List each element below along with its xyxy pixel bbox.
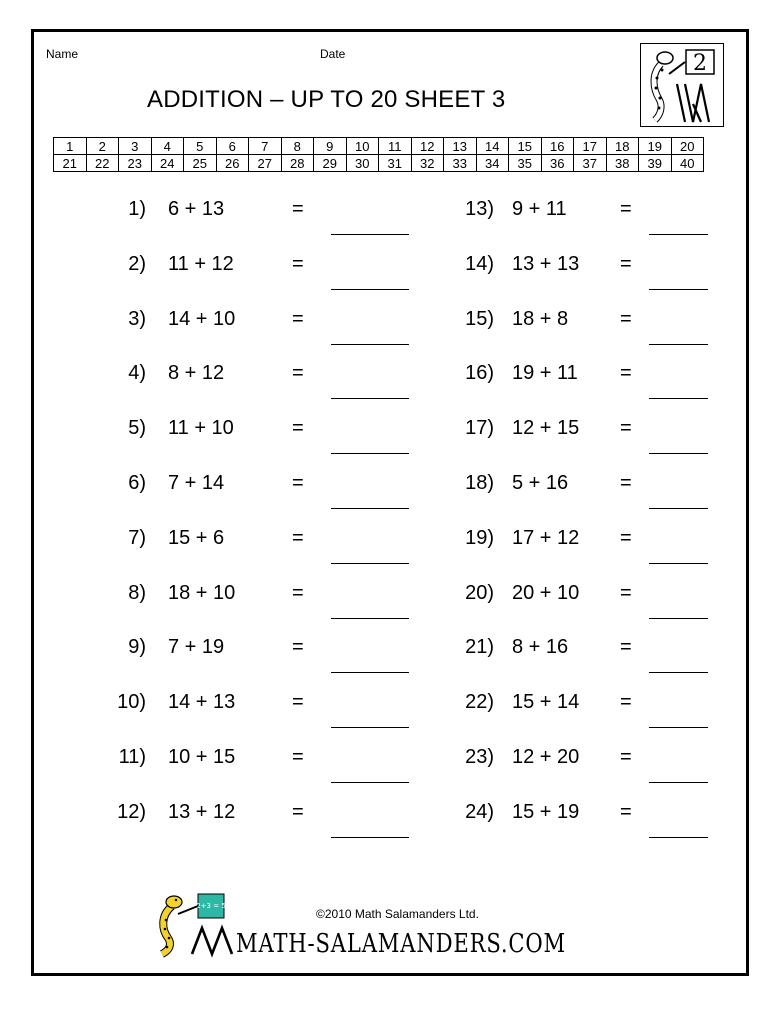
number-line-row (54, 155, 704, 172)
problem-expression: 14 + 13 (168, 691, 236, 714)
equals-sign: = (292, 472, 304, 494)
problem-number: 7) (128, 526, 146, 549)
number-cell: 24 (151, 155, 184, 172)
problem-number: 4) (128, 362, 146, 385)
number-cell: 5 (184, 138, 217, 155)
salamander-logo-icon (641, 44, 722, 125)
page-title: ADDITION – UP TO 20 SHEET 3 (147, 86, 506, 113)
problem-expression: 18 + 10 (168, 581, 236, 604)
equals-sign: = (620, 636, 632, 659)
number-cell: 36 (541, 155, 574, 172)
number-cell: 15 (509, 138, 542, 155)
answer-line[interactable] (331, 508, 409, 509)
answer-line[interactable] (331, 782, 409, 783)
answer-line[interactable] (649, 837, 708, 838)
answer-line[interactable] (331, 398, 409, 399)
board-text: 2+3 = 5 (196, 902, 226, 910)
problem-expression: 11 + 10 (168, 417, 234, 440)
answer-line[interactable] (649, 563, 708, 564)
answer-line[interactable] (331, 563, 409, 564)
name-label: Name (46, 47, 79, 61)
number-cell: 32 (411, 155, 444, 172)
problem-expression: 12 + 15 (512, 417, 580, 440)
equals-sign: = (620, 691, 632, 714)
problem-expression: 6 + 13 (168, 198, 225, 220)
number-cell: 27 (249, 155, 282, 172)
equals-sign: = (292, 252, 304, 275)
number-cell: 14 (476, 138, 509, 155)
number-cell: 9 (314, 138, 347, 155)
problem-expression: 12 + 20 (512, 746, 580, 768)
equals-sign: = (620, 581, 632, 604)
answer-line[interactable] (649, 672, 708, 673)
number-cell: 26 (216, 155, 249, 172)
problem-number: 24) (465, 800, 494, 823)
problem-number: 3) (128, 307, 146, 330)
number-cell: 31 (379, 155, 412, 172)
equals-sign: = (620, 198, 632, 220)
problem-expression: 19 + 11 (512, 362, 578, 385)
number-cell: 37 (574, 155, 607, 172)
logo-number: 2 (693, 51, 707, 76)
number-cell: 10 (346, 138, 379, 155)
answer-line[interactable] (331, 344, 409, 345)
date-label: Date (320, 47, 346, 61)
number-cell: 21 (54, 155, 87, 172)
number-cell: 7 (249, 138, 282, 155)
number-cell: 28 (281, 155, 314, 172)
number-line-row (54, 138, 704, 155)
problem-number: 20) (465, 581, 494, 604)
equals-sign: = (292, 800, 304, 823)
problem-expression: 15 + 14 (512, 691, 580, 714)
number-cell: 11 (379, 138, 412, 155)
number-cell: 40 (671, 155, 704, 172)
problem-number: 22) (465, 691, 494, 714)
number-cell: 13 (444, 138, 477, 155)
problem-expression: 7 + 14 (168, 472, 225, 494)
problem-expression: 15 + 6 (168, 526, 225, 549)
problem-expression: 10 + 15 (168, 746, 236, 768)
answer-line[interactable] (649, 453, 708, 454)
number-cell: 38 (606, 155, 639, 172)
problem-number: 16) (465, 362, 494, 385)
answer-line[interactable] (331, 453, 409, 454)
answer-line[interactable] (331, 289, 409, 290)
answer-line[interactable] (649, 782, 708, 783)
equals-sign: = (292, 691, 304, 714)
equals-sign: = (620, 307, 632, 330)
problem-number: 17) (465, 417, 494, 440)
problem-expression: 18 + 8 (512, 307, 569, 330)
copyright-text: ©2010 Math Salamanders Ltd. (316, 907, 479, 921)
number-cell: 20 (671, 138, 704, 155)
answer-line[interactable] (331, 672, 409, 673)
number-cell: 12 (411, 138, 444, 155)
answer-line[interactable] (331, 234, 409, 235)
number-cell: 30 (346, 155, 379, 172)
number-cell: 33 (444, 155, 477, 172)
number-cell: 2 (86, 138, 119, 155)
problem-expression: 17 + 12 (512, 526, 580, 549)
problem-expression: 13 + 13 (512, 252, 580, 275)
problem-number: 15) (465, 307, 494, 330)
equals-sign: = (292, 581, 304, 604)
problem-number: 2) (128, 252, 146, 275)
answer-line[interactable] (649, 234, 708, 235)
equals-sign: = (620, 526, 632, 549)
number-cell: 6 (216, 138, 249, 155)
equals-sign: = (620, 472, 632, 494)
equals-sign: = (292, 198, 304, 220)
problem-expression: 20 + 10 (512, 581, 580, 604)
problem-number: 11) (118, 746, 146, 768)
logo-box (640, 43, 724, 127)
number-cell: 8 (281, 138, 314, 155)
number-cell: 18 (606, 138, 639, 155)
problem-number: 9) (128, 636, 146, 659)
equals-sign: = (292, 526, 304, 549)
problem-expression: 13 + 12 (168, 800, 236, 823)
equals-sign: = (620, 417, 632, 440)
problem-number: 21) (465, 636, 494, 659)
number-cell: 3 (119, 138, 152, 155)
problem-number: 6) (128, 472, 146, 494)
number-cell: 16 (541, 138, 574, 155)
equals-sign: = (292, 417, 304, 440)
equals-sign: = (292, 746, 304, 768)
problem-number: 14) (465, 252, 494, 275)
problem-number: 5) (128, 417, 146, 440)
answer-line[interactable] (331, 727, 409, 728)
number-cell: 17 (574, 138, 607, 155)
number-line-table (53, 137, 704, 172)
answer-line[interactable] (331, 618, 409, 619)
number-cell: 19 (639, 138, 672, 155)
problem-expression: 11 + 12 (168, 252, 234, 275)
problem-expression: 7 + 19 (168, 636, 225, 659)
problem-number: 8) (128, 581, 146, 604)
problem-expression: 15 + 19 (512, 800, 580, 823)
answer-line[interactable] (649, 398, 708, 399)
equals-sign: = (292, 307, 304, 330)
brand-logo (188, 922, 572, 959)
answer-line[interactable] (649, 727, 708, 728)
problem-expression: 14 + 10 (168, 307, 236, 330)
answer-line[interactable] (649, 344, 708, 345)
answer-line[interactable] (649, 508, 708, 509)
answer-line[interactable] (649, 289, 708, 290)
number-cell: 22 (86, 155, 119, 172)
equals-sign: = (620, 746, 632, 768)
answer-line[interactable] (649, 618, 708, 619)
answer-line[interactable] (331, 837, 409, 838)
problem-number: 12) (117, 800, 146, 823)
problem-number: 13) (465, 198, 494, 220)
number-cell: 4 (151, 138, 184, 155)
problem-number: 18) (465, 472, 494, 494)
number-cell: 25 (184, 155, 217, 172)
equals-sign: = (292, 362, 304, 385)
number-cell: 1 (54, 138, 87, 155)
equals-sign: = (292, 636, 304, 659)
problem-expression: 8 + 12 (168, 362, 225, 385)
problem-number: 23) (465, 746, 494, 768)
number-cell: 34 (476, 155, 509, 172)
number-cell: 29 (314, 155, 347, 172)
equals-sign: = (620, 362, 632, 385)
problem-expression: 5 + 16 (512, 472, 569, 494)
problem-expression: 9 + 11 (512, 198, 567, 220)
equals-sign: = (620, 252, 632, 275)
equals-sign: = (620, 800, 632, 823)
problem-number: 19) (465, 526, 494, 549)
problem-expression: 8 + 16 (512, 636, 569, 659)
number-cell: 39 (639, 155, 672, 172)
problem-number: 10) (117, 691, 146, 714)
brand-name: MATH-SALAMANDERS.COM (236, 929, 566, 959)
number-cell: 35 (509, 155, 542, 172)
number-cell: 23 (119, 155, 152, 172)
problem-number: 1) (128, 198, 146, 220)
